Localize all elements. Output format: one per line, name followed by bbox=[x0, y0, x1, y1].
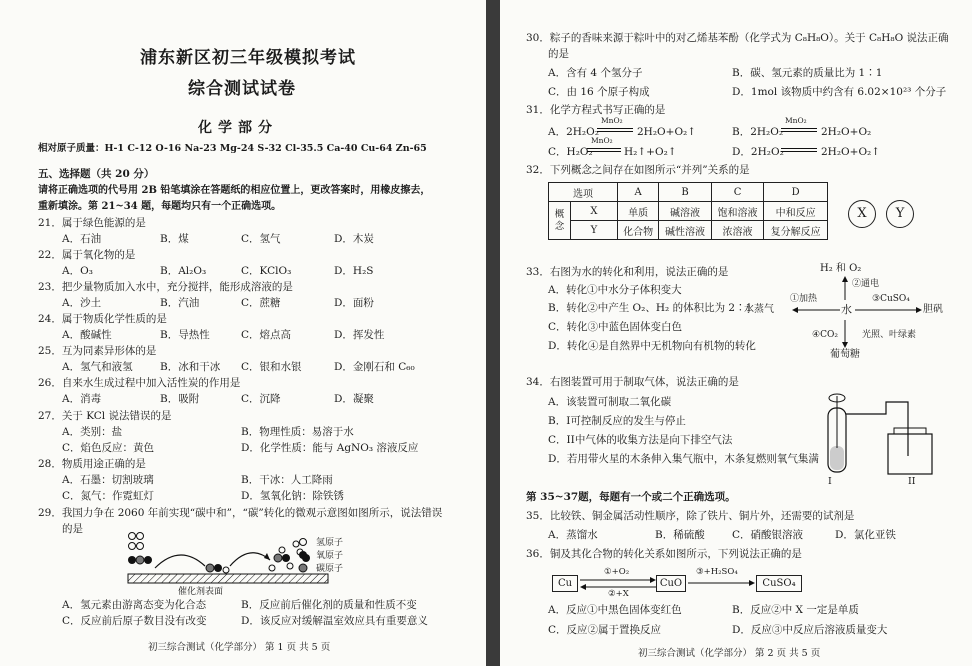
circle-x: X bbox=[848, 200, 876, 228]
q29-option-a[interactable]: A．氢元素由游离态变为化合态 bbox=[62, 599, 207, 611]
q30-option-a[interactable]: A．含有 4 个氢分子 bbox=[548, 67, 643, 79]
q31-a-arrow-2 bbox=[597, 131, 633, 132]
q26-stem: 26．自来水生成过程中加入活性炭的作用是 bbox=[38, 377, 241, 389]
exam-title: 浦东新区初三年级模拟考试 bbox=[140, 48, 356, 68]
table-row bbox=[549, 202, 828, 221]
q36-option-d[interactable]: D．反应③中反应后溶液质量变大 bbox=[732, 624, 888, 636]
page-2 bbox=[500, 0, 972, 666]
q31-d-arrow-2 bbox=[781, 151, 817, 152]
q34-option-c[interactable]: C．II中气体的收集方法是向下排空气法 bbox=[548, 434, 733, 446]
q31-b-arrow-2 bbox=[781, 131, 817, 132]
q28-option-d[interactable]: D．氢氧化钠：除铁锈 bbox=[241, 490, 344, 502]
table-cell: 复分解反应 bbox=[764, 221, 828, 240]
q24-option-b[interactable]: B．导热性 bbox=[160, 329, 210, 341]
diagram-arrow3-label: ③CuSO₄ bbox=[872, 294, 910, 304]
q36-option-c[interactable]: C．反应②属于置换反应 bbox=[548, 624, 662, 636]
q29-option-c[interactable]: C．反应前后原子数目没有改变 bbox=[62, 615, 207, 627]
water-diagram-arrows bbox=[780, 270, 930, 350]
q24-option-a[interactable]: A．酸碱性 bbox=[62, 329, 112, 341]
q21-option-a[interactable]: A．石油 bbox=[62, 233, 102, 245]
copper-cycle-arrows bbox=[578, 574, 758, 594]
q23-option-c[interactable]: C．蔗糖 bbox=[241, 297, 281, 309]
q28-option-a[interactable]: A．石墨：切割玻璃 bbox=[62, 474, 154, 486]
q28-option-b[interactable]: B．干冰：人工降雨 bbox=[241, 474, 333, 486]
q31-d-arrow bbox=[781, 148, 817, 149]
q25-stem: 25．互为同素异形体的是 bbox=[38, 345, 157, 357]
q31-option-c-right[interactable]: H₂↑+O₂↑ bbox=[624, 146, 677, 158]
q31-b-condition: MnO₂ bbox=[785, 116, 807, 125]
q23-option-b[interactable]: B．汽油 bbox=[160, 297, 200, 309]
q29-option-b[interactable]: B．反应前后催化剂的质量和性质不变 bbox=[241, 599, 417, 611]
diagram-arrow4-label: ④CO₂ bbox=[812, 330, 838, 340]
legend-oxygen: 氧原子 bbox=[316, 551, 344, 561]
q31-option-d-right[interactable]: 2H₂O+O₂↑ bbox=[821, 146, 881, 158]
q25-option-a[interactable]: A．氢气和液氢 bbox=[62, 361, 133, 373]
instruction-line-1: 请将正确选项的代号用 2B 铅笔填涂在答题纸的相应位置上，更改答案时，用橡皮擦去， bbox=[38, 185, 431, 196]
q26-option-b[interactable]: B．吸附 bbox=[160, 393, 200, 405]
q24-option-c[interactable]: C．熔点高 bbox=[241, 329, 292, 341]
q27-option-d[interactable]: D．化学性质：能与 AgNO₃ 溶液反应 bbox=[241, 442, 419, 454]
q23-stem: 23．把少量物质加入水中，充分搅拌，能形成溶液的是 bbox=[38, 281, 293, 293]
table-row bbox=[549, 183, 828, 202]
q33-option-a[interactable]: A．转化①中水分子体积变大 bbox=[548, 284, 682, 296]
table-cell: 浓溶液 bbox=[711, 221, 764, 240]
legend-carbon: 碳原子 bbox=[316, 564, 344, 574]
q24-stem: 24．属于物质化学性质的是 bbox=[38, 313, 167, 325]
legend-hydrogen: 氢原子 bbox=[316, 538, 344, 548]
q34-option-b[interactable]: B．I可控制反应的发生与停止 bbox=[548, 415, 686, 427]
table-header-cell: B bbox=[659, 183, 712, 202]
arrow-2-label: ②+X bbox=[608, 589, 629, 599]
q31-a-arrow bbox=[597, 128, 633, 129]
table-header-cell: D bbox=[764, 183, 828, 202]
circle-y: Y bbox=[886, 200, 914, 228]
q31-option-d-left[interactable]: D．2H₂O₂ bbox=[732, 146, 784, 158]
q22-option-c[interactable]: C．KClO₃ bbox=[241, 265, 292, 277]
q25-option-d[interactable]: D．金刚石和 C₆₀ bbox=[334, 361, 415, 373]
q24-option-d[interactable]: D．挥发性 bbox=[334, 329, 385, 341]
instruction-line-2: 重新填涂。第 21~34 题，每题均只有一个正确选项。 bbox=[38, 201, 282, 212]
q32-stem: 32．下列概念之间存在如图所示“并列”关系的是 bbox=[526, 164, 750, 176]
q33-option-c[interactable]: C．转化③中蓝色固体变白色 bbox=[548, 321, 683, 333]
q30-stem-line-1: 30．粽子的香味来源于粽叶中的对乙烯基苯酚（化学式为 C₈H₈O）。关于 C₈H₈O 说法正确 bbox=[526, 32, 949, 44]
q26-option-a[interactable]: A．消毒 bbox=[62, 393, 102, 405]
apparatus-label-ii: II bbox=[908, 476, 916, 487]
q31-b-arrow bbox=[781, 128, 817, 129]
arrow-3-label: ③+H₂SO₄ bbox=[696, 567, 738, 577]
q22-option-b[interactable]: B．Al₂O₃ bbox=[160, 265, 207, 277]
q22-option-d[interactable]: D．H₂S bbox=[334, 265, 374, 277]
apparatus-label-i: I bbox=[828, 476, 832, 487]
diagram-top-label: H₂ 和 O₂ bbox=[820, 263, 862, 274]
q27-option-b[interactable]: B．物理性质：易溶于水 bbox=[241, 426, 354, 438]
arrow-1-label: ①+O₂ bbox=[604, 567, 630, 577]
q31-a-condition: MnO₂ bbox=[601, 116, 623, 125]
section-title: 化学部分 bbox=[198, 120, 278, 136]
q29-stem-line-1: 29．我国力争在 2060 年前实现“碳中和”，“碳”转化的微观示意图如图所示，说法错误 bbox=[38, 507, 443, 519]
table-header-cell: A bbox=[617, 183, 658, 202]
table-row bbox=[549, 221, 828, 240]
q31-option-b-left[interactable]: B．2H₂O₂ bbox=[732, 126, 784, 138]
q34-option-a[interactable]: A．该装置可制取二氧化碳 bbox=[548, 396, 672, 408]
q21-stem: 21．属于绿色能源的是 bbox=[38, 217, 146, 229]
q26-option-d[interactable]: D．凝聚 bbox=[334, 393, 374, 405]
q31-c-arrow-2 bbox=[587, 151, 621, 152]
q35-stem: 35．比较铁、铜金属活动性顺序，除了铁片、铜片外，还需要的试剂是 bbox=[526, 510, 855, 522]
q22-stem: 22．属于氧化物的是 bbox=[38, 249, 136, 261]
q35-option-c[interactable]: C．硝酸银溶液 bbox=[732, 529, 804, 541]
q31-option-a-right[interactable]: 2H₂O+O₂↑ bbox=[637, 126, 697, 138]
table-cell: 化合物 bbox=[617, 221, 658, 240]
q36-option-a[interactable]: A．反应①中黑色固体变红色 bbox=[548, 604, 682, 616]
part-2-heading: 第 35~37题，每题有一个或二个正确选项。 bbox=[526, 491, 736, 503]
q35-option-d[interactable]: D．氯化亚铁 bbox=[835, 529, 896, 541]
q32-table bbox=[548, 182, 828, 240]
q31-stem: 31．化学方程式书写正确的是 bbox=[526, 104, 666, 116]
legend-icons bbox=[296, 536, 310, 576]
q21-option-b[interactable]: B．煤 bbox=[160, 233, 189, 245]
box-cuo: CuO bbox=[656, 575, 686, 592]
exam-subtitle: 综合测试试卷 bbox=[188, 79, 296, 99]
q29-option-d[interactable]: D．该反应对缓解温室效应具有重要意义 bbox=[241, 615, 428, 627]
q28-stem: 28．物质用途正确的是 bbox=[38, 458, 146, 470]
diagram-right-label: 胆矾 bbox=[923, 304, 943, 315]
q33-option-d[interactable]: D．转化④是自然界中无机物向有机物的转化 bbox=[548, 340, 756, 352]
q21-option-d[interactable]: D．木炭 bbox=[334, 233, 374, 245]
q33-stem: 33．右图为水的转化和利用，说法正确的是 bbox=[526, 266, 729, 278]
atomic-masses: 相对原子质量：H-1 C-12 O-16 Na-23 Mg-24 S-32 Cl-35.5 Ca-40 Cu-64 Zn-65 bbox=[38, 143, 427, 154]
table-header-cell: C bbox=[711, 183, 764, 202]
q30-stem-line-2: 的是 bbox=[548, 48, 569, 60]
q34-stem: 34．右图装置可用于制取气体，说法正确的是 bbox=[526, 376, 739, 388]
q26-option-c[interactable]: C．沉降 bbox=[241, 393, 281, 405]
table-cell: 饱和溶液 bbox=[711, 202, 764, 221]
q27-option-a[interactable]: A．类别：盐 bbox=[62, 426, 123, 438]
concept-cell: 概念 bbox=[549, 202, 571, 240]
diagram-arrow2-label: ②通电 bbox=[852, 279, 880, 289]
q25-option-b[interactable]: B．冰和干冰 bbox=[160, 361, 221, 373]
q25-option-c[interactable]: C．银和水银 bbox=[241, 361, 302, 373]
diagram-bottom-label: 葡萄糖 bbox=[830, 349, 860, 360]
apparatus-diagram bbox=[818, 386, 946, 478]
box-cu: Cu bbox=[552, 575, 578, 592]
table-header-cell: 选项 bbox=[549, 183, 618, 202]
q31-c-condition: MnO₂ bbox=[591, 136, 613, 145]
table-cell: 单质 bbox=[617, 202, 658, 221]
q35-option-b[interactable]: B．稀硫酸 bbox=[655, 529, 705, 541]
diagram-arrow1-label: ①加热 bbox=[790, 294, 818, 304]
table-cell: 碱性溶液 bbox=[659, 221, 712, 240]
page-footer-2: 初三综合测试（化学部分） 第 2 页 共 5 页 bbox=[638, 648, 821, 659]
q21-option-c[interactable]: C．氢气 bbox=[241, 233, 281, 245]
q22-option-a[interactable]: A．O₃ bbox=[62, 265, 93, 277]
q23-option-d[interactable]: D．面粉 bbox=[334, 297, 374, 309]
q30-option-c[interactable]: C．由 16 个原子构成 bbox=[548, 86, 650, 98]
q23-option-a[interactable]: A．沙土 bbox=[62, 297, 102, 309]
q28-option-c[interactable]: C．氮气：作霓虹灯 bbox=[62, 490, 155, 502]
q27-option-c[interactable]: C．焰色反应：黄色 bbox=[62, 442, 155, 454]
q35-option-a[interactable]: A．蒸馏水 bbox=[548, 529, 598, 541]
q31-option-c-left[interactable]: C．H₂O₂ bbox=[548, 146, 593, 158]
diagram-center-label: 水 bbox=[841, 303, 852, 316]
q30-option-d[interactable]: D．1mol 该物质中约含有 6.02×10²³ 个分子 bbox=[732, 86, 947, 98]
box-cuso4: CuSO₄ bbox=[756, 575, 802, 592]
catalyst-surface-label: 催化剂表面 bbox=[178, 587, 224, 597]
table-cell: 中和反应 bbox=[764, 202, 828, 221]
q31-option-b-right[interactable]: 2H₂O+O₂ bbox=[821, 126, 872, 138]
table-cell: Y bbox=[571, 221, 618, 240]
q30-option-b[interactable]: B．碳、氢元素的质量比为 1∶1 bbox=[732, 67, 883, 79]
page-footer: 初三综合测试（化学部分） 第 1 页 共 5 页 bbox=[148, 642, 331, 653]
q34-option-d[interactable]: D．若用带火星的木条伸入集气瓶中，木条复燃则氧气集满 bbox=[548, 453, 819, 465]
table-cell: 碱溶液 bbox=[659, 202, 712, 221]
q29-stem-line-2: 的是 bbox=[62, 523, 83, 535]
q31-c-arrow bbox=[587, 148, 621, 149]
diagram-left-label: 水蒸气 bbox=[744, 304, 774, 315]
q36-stem: 36．铜及其化合物的转化关系如图所示，下列说法正确的是 bbox=[526, 548, 802, 560]
q33-option-b[interactable]: B．转化②中产生 O₂、H₂ 的体积比为 2∶1 bbox=[548, 302, 753, 314]
q27-stem: 27．关于 KCl 说法错误的是 bbox=[38, 410, 172, 422]
q31-option-a-left[interactable]: A．2H₂O₂ bbox=[548, 126, 599, 138]
q36-option-b[interactable]: B．反应②中 X 一定是单质 bbox=[732, 604, 859, 616]
diagram-light-label: 光照、叶绿素 bbox=[862, 330, 917, 340]
part-heading: 五、选择题（共 20 分） bbox=[38, 168, 155, 180]
table-cell: X bbox=[571, 202, 618, 221]
